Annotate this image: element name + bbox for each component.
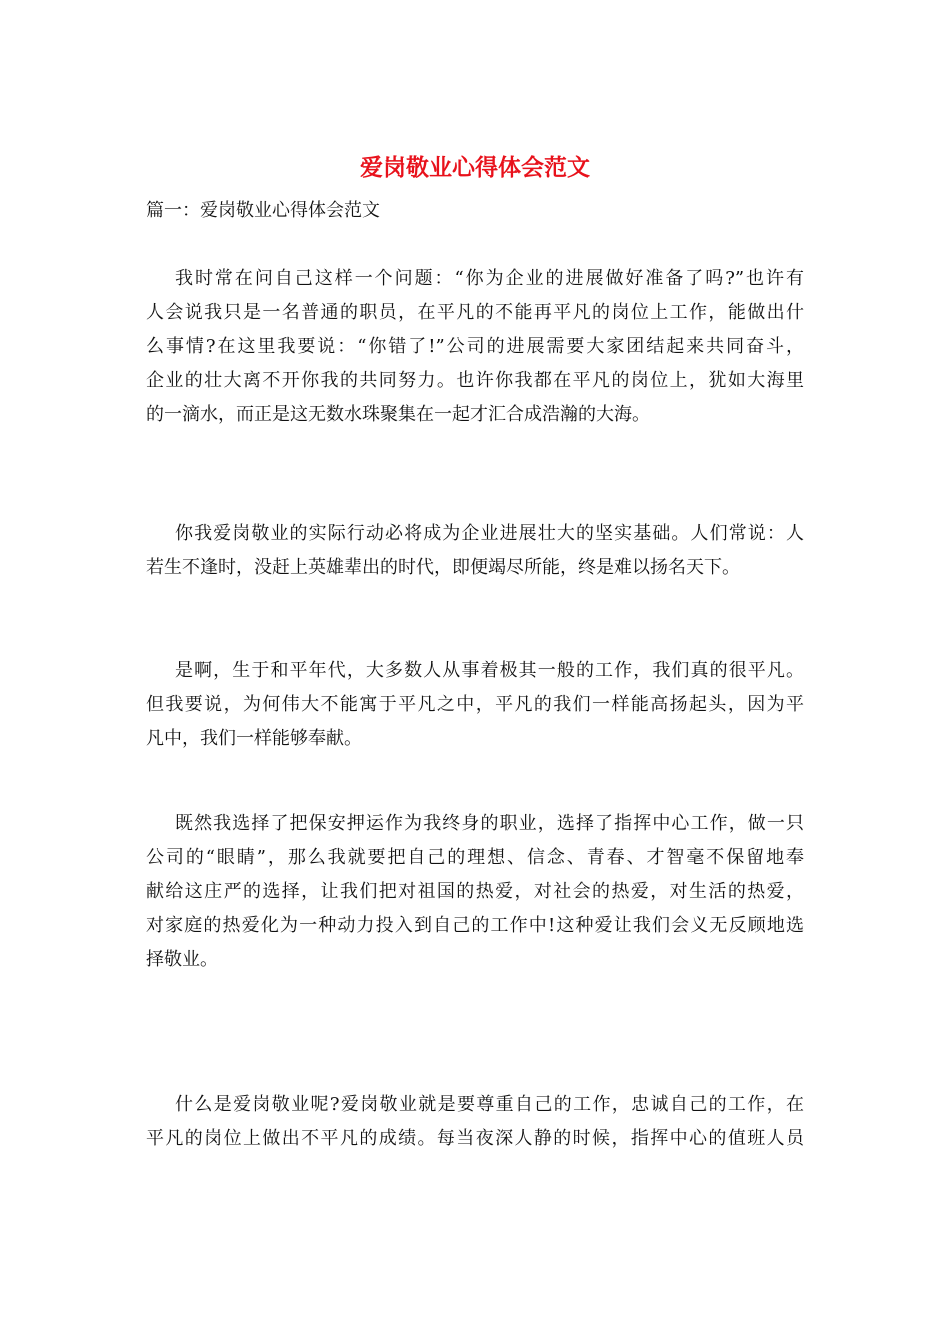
paragraph-line: 什么是爱岗敬业呢?爱岗敬业就是要尊重自己的工作，忠诚自己的工作，在 xyxy=(175,1094,804,1115)
paragraph-line: 你我爱岗敬业的实际行动必将成为企业进展壮大的坚实基础。人们常说：人 xyxy=(175,523,804,544)
paragraph-line: 么事情?在这里我要说：“你错了!”公司的进展需要大家团结起来共同奋斗， xyxy=(146,336,804,357)
paragraph-line: 若生不逢时，没赶上英雄辈出的时代，即便竭尽所能，终是难以扬名天下。 xyxy=(146,557,740,578)
paragraph-line: 献给这庄严的选择，让我们把对祖国的热爱，对社会的热爱，对生活的热爱， xyxy=(146,881,804,902)
document-title: 爱岗敬业心得体会范文 xyxy=(360,154,590,181)
paragraph-line: 企业的壮大离不开你我的共同努力。也许你我都在平凡的岗位上，犹如大海里 xyxy=(146,370,804,391)
paragraph-line: 凡中，我们一样能够奉献。 xyxy=(146,728,362,749)
document-subtitle: 篇一：爱岗敬业心得体会范文 xyxy=(146,200,380,221)
paragraph-line: 的一滴水，而正是这无数水珠聚集在一起才汇合成浩瀚的大海。 xyxy=(146,404,650,425)
paragraph-line: 人会说我只是一名普通的职员，在平凡的不能再平凡的岗位上工作，能做出什 xyxy=(146,302,804,323)
paragraph-1 xyxy=(146,262,804,432)
paragraph-line: 但我要说，为何伟大不能寓于平凡之中，平凡的我们一样能高扬起头，因为平 xyxy=(146,694,804,715)
paragraph-line: 对家庭的热爱化为一种动力投入到自己的工作中!这种爱让我们会义无反顾地选 xyxy=(146,915,804,936)
paragraph-line: 既然我选择了把保安押运作为我终身的职业，选择了指挥中心工作，做一只 xyxy=(175,813,804,834)
paragraph-line: 我时常在问自己这样一个问题：“你为企业的进展做好准备了吗?”也许有 xyxy=(175,268,804,289)
paragraph-3 xyxy=(146,654,804,756)
paragraph-line: 平凡的岗位上做出不平凡的成绩。每当夜深人静的时候，指挥中心的值班人员 xyxy=(146,1128,804,1149)
paragraph-2 xyxy=(146,517,804,585)
paragraph-5 xyxy=(146,1088,804,1156)
paragraph-line: 择敬业。 xyxy=(146,949,218,970)
paragraph-line: 是啊，生于和平年代，大多数人从事着极其一般的工作，我们真的很平凡。 xyxy=(175,660,804,681)
paragraph-4 xyxy=(146,807,804,977)
paragraph-line: 公司的“眼睛”，那么我就要把自己的理想、信念、青春、才智毫不保留地奉 xyxy=(146,847,804,868)
